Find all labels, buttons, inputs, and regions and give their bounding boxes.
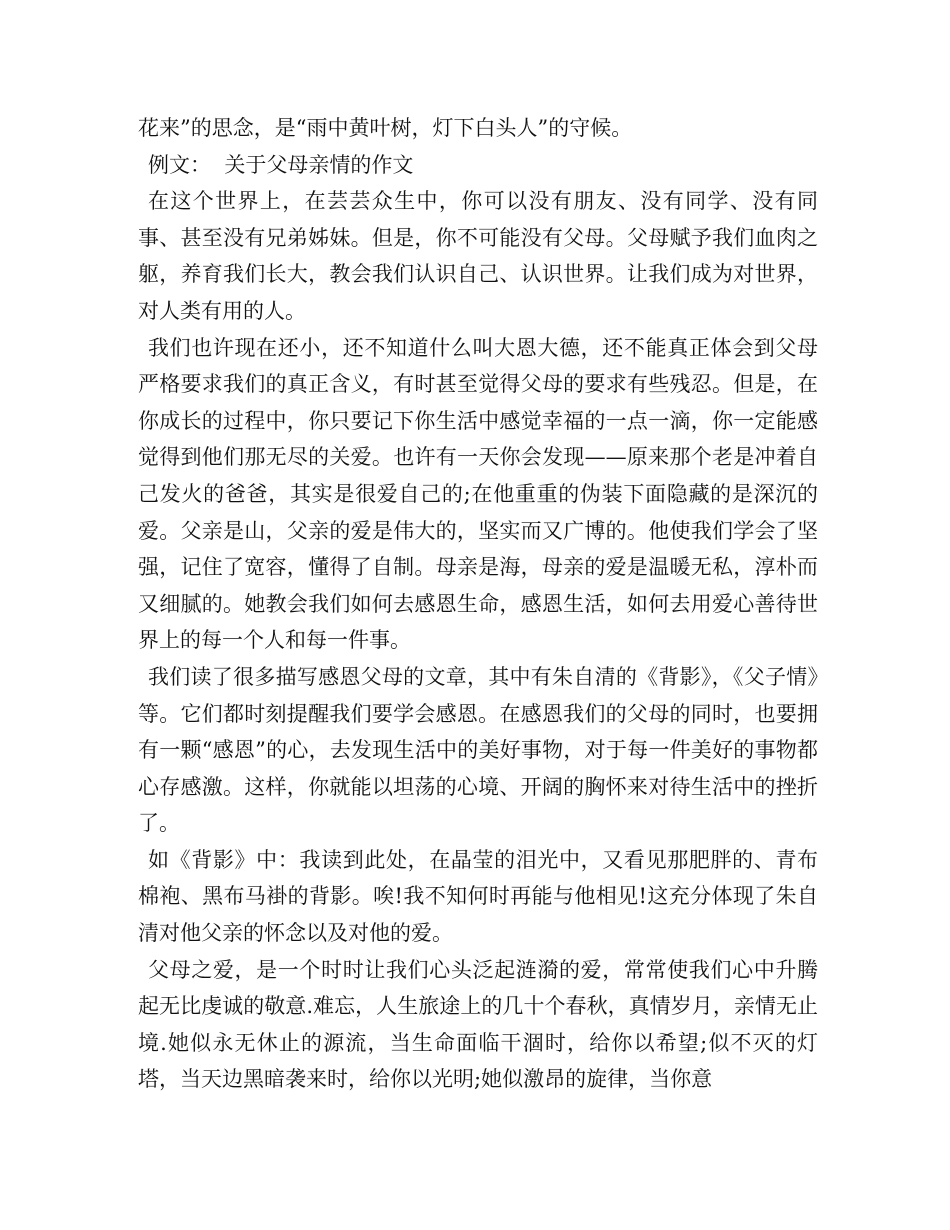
example-heading: 例文： 关于父母亲情的作文 [148, 152, 414, 177]
document-page [138, 110, 818, 1098]
paragraph-parental-love: 父母之爱，是一个时时让我们心头泛起涟漪的爱，常常使我们心中升腾起无比虔诚的敬意.难忘，人生旅途上的几十个春秋，真情岁月，亲情无止境.她似永无休止的源流，当生命面临干涸时，给你以希望;似不灭的灯塔，当天边黑暗袭来时，给你以光明;她似激昂的旋律，当你意 [138, 957, 818, 1092]
paragraph-beiying: 如《背影》中：我读到此处，在晶莹的泪光中，又看见那肥胖的、青布棉袍、黑布马褂的背影。唉!我不知何时再能与他相见!这充分体现了朱自清对他父亲的怀念以及对他的爱。 [138, 847, 818, 946]
paragraph-world: 在这个世界上，在芸芸众生中，你可以没有朋友、没有同学、没有同事、甚至没有兄弟姊妹。但是，你不可能没有父母。父母赋予我们血肉之躯，养育我们长大，教会我们认识自己、认识世界。让我们成为对世界，对人类有用的人。 [138, 189, 818, 323]
paragraph-continuation: 花来”的思念，是“雨中黄叶树，灯下白头人”的守候。 [138, 116, 633, 140]
paragraph-articles: 我们读了很多描写感恩父母的文章，其中有朱自清的《背影》，《父子情》等。它们都时刻提醒我们要学会感恩。在感恩我们的父母的同时，也要拥有一颗“感恩”的心，去发现生活中的美好事物，对于每一件美好的事物都心存感激。这样，你就能以坦荡的心境、开阔的胸怀来对待生活中的挫折了。 [138, 664, 818, 836]
paragraph-young: 我们也许现在还小，还不知道什么叫大恩大德，还不能真正体会到父母严格要求我们的真正含义，有时甚至觉得父母的要求有些残忍。但是，在你成长的过程中，你只要记下你生活中感觉幸福的一点一滴，你一定能感觉得到他们那无尽的关爱。也许有一天你会发现——原来那个老是冲着自己发火的爸爸，其实是很爱自己的;在他重重的伪装下面隐藏的是深沉的爱。父亲是山，父亲的爱是伟大的，坚实而又广博的。他使我们学会了坚强，记住了宽容，懂得了自制。母亲是海，母亲的爱是温暖无私，淳朴而又细腻的。她教会我们如何去感恩生命，感恩生活，如何去用爱心善待世界上的每一个人和每一件事。 [138, 335, 818, 653]
